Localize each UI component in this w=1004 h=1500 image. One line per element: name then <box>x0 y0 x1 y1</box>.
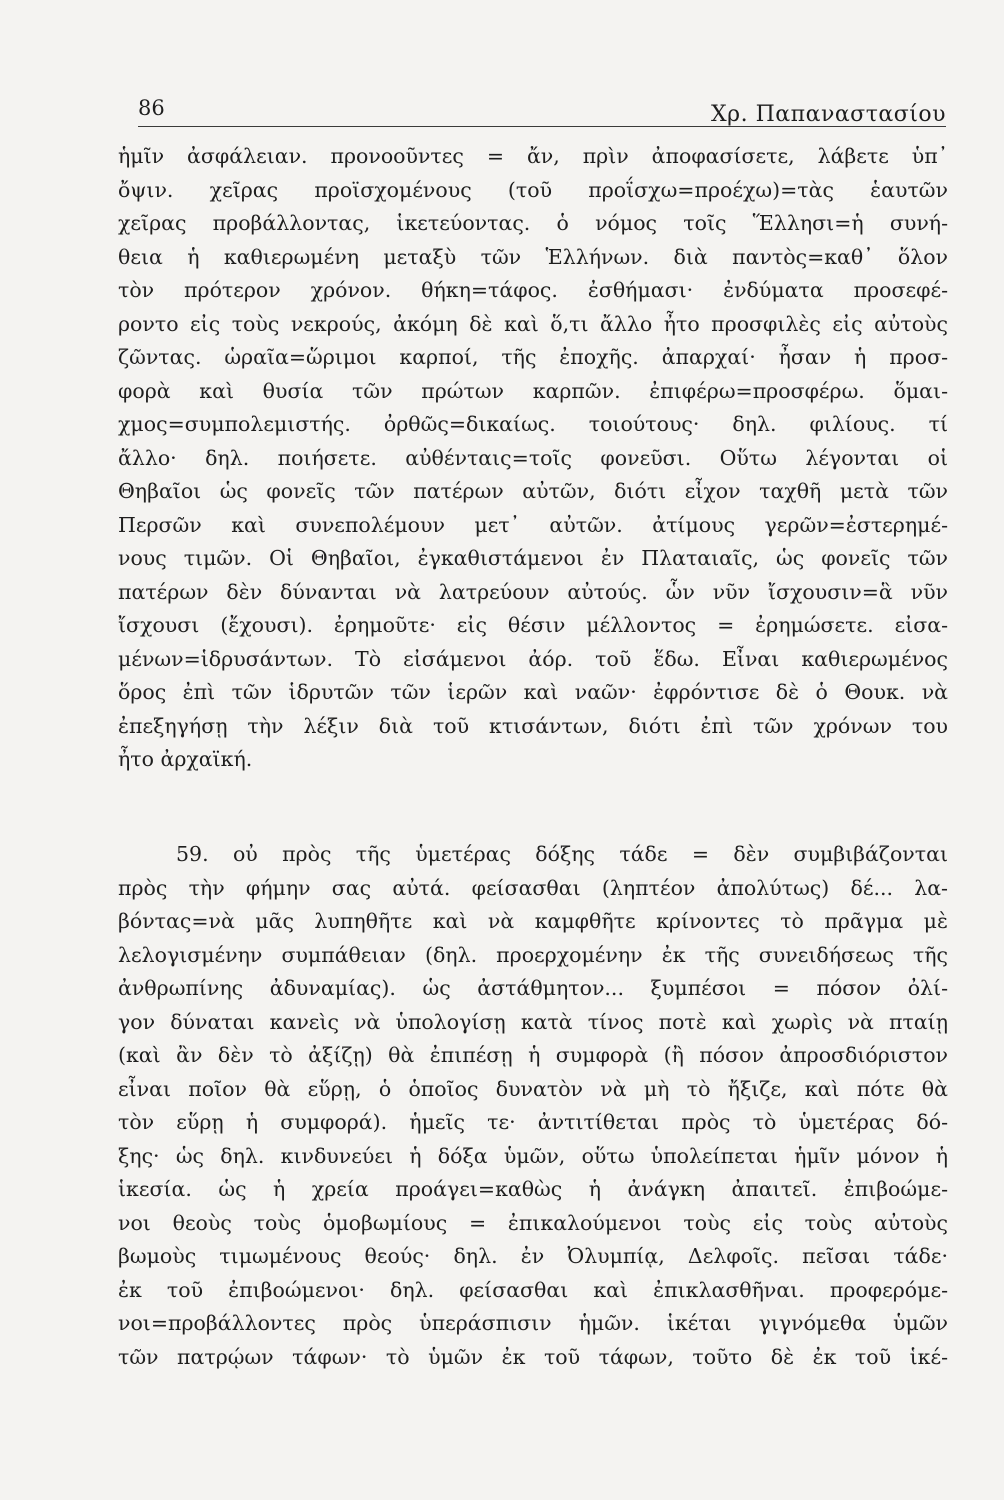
page-header <box>138 92 946 127</box>
text-line: βωμοὺς τιμωμένους θεούς· δηλ. ἐν Ὀλυμπίᾳ, Δελφοῖς. πεῖσαι τάδε· <box>118 1244 948 1268</box>
text-line: λελογισμένην συμπάθειαν (δηλ. προερχομένην ἐκ τῆς συνειδήσεως τῆς <box>118 942 948 967</box>
text-line: νους τιμῶν. Οἱ Θηβαῖοι, ἐγκαθιστάμενοι ἐν Πλαταιαῖς, ὡς φονεῖς τῶν <box>118 546 948 570</box>
text-line: πατέρων δὲν δύνανται νὰ λατρεύουν αὐτούς. ὧν νῦν ἴσχουσιν=ἃ νῦν <box>118 579 948 604</box>
text-line: ἐκ τοῦ ἐπιβοώμενοι· δηλ. φείσασθαι καὶ ἐπικλασθῆναι. προφερόμε- <box>118 1277 948 1302</box>
text-line: θεια ἡ καθιερωμένη μεταξὺ τῶν Ἑλλήνων. διὰ παντὸς=καθ᾽ ὅλον <box>118 244 948 269</box>
text-line: (καὶ ἂν δὲν τὸ ἀξίζῃ) θὰ ἐπιπέσῃ ἡ συμφορὰ (ἢ πόσον ἀπροσδιόριστον <box>118 1043 948 1067</box>
text-line: ἄλλο· δηλ. ποιήσετε. αὐθένταις=τοῖς φονεῦσι. Οὕτω λέγονται οἱ <box>118 445 948 470</box>
text-line: πρὸς τὴν φήμην σας αὐτά. φείσασθαι (ληπτέον ἀπολύτως) δέ... λα- <box>118 875 948 900</box>
text-line: μένων=ἱδρυσάντων. Τὸ εἰσάμενοι ἀόρ. τοῦ ἕδω. Εἶναι καθιερωμένος <box>118 646 948 671</box>
text-line: Περσῶν καὶ συνεπολέμουν μετ᾽ αὐτῶν. ἀτίμους γερῶν=ἐστερημέ- <box>118 512 948 537</box>
commentary-paragraph-2 <box>118 838 948 1374</box>
text-line: ὅρος ἐπὶ τῶν ἱδρυτῶν τῶν ἱερῶν καὶ ναῶν· ἐφρόντισε δὲ ὁ Θουκ. νὰ <box>118 680 948 704</box>
text-line: φορὰ καὶ θυσία τῶν πρώτων καρπῶν. ἐπιφέρω=προσφέρω. ὅμαι- <box>118 378 948 403</box>
text-line: ἡμῖν ἀσφάλειαν. προνοοῦντες = ἄν, πρὶν ἀποφασίσετε, λάβετε ὑπ᾽ <box>118 144 948 168</box>
text-line: γον δύναται κανεὶς νὰ ὑπολογίσῃ κατὰ τίνος ποτὲ καὶ χωρὶς νὰ πταίῃ <box>118 1009 948 1034</box>
text-line: χεῖρας προβάλλοντας, ἱκετεύοντας. ὁ νόμος τοῖς Ἕλλησι=ἡ συνή- <box>118 211 948 235</box>
text-line: Θηβαῖοι ὡς φονεῖς τῶν πατέρων αὐτῶν, διότι εἶχον ταχθῆ μετὰ τῶν <box>118 479 948 503</box>
text-line: ἦτο ἀρχαϊκή. <box>118 747 253 771</box>
text-line: ὄψιν. χεῖρας προϊσχομένους (τοῦ προΐσχω=προέχω)=τὰς ἑαυτῶν <box>118 177 948 202</box>
text-line: τῶν πατρῴων τάφων· τὸ ὑμῶν ἐκ τοῦ τάφων, τοῦτο δὲ ἐκ τοῦ ἱκέ- <box>118 1344 948 1369</box>
text-line: ἱκεσία. ὡς ἡ χρεία προάγει=καθὼς ἡ ἀνάγκη ἀπαιτεῖ. ἐπιβοώμε- <box>118 1177 948 1201</box>
text-line: νοι=προβάλλοντες πρὸς ὑπεράσπισιν ἡμῶν. ἱκέται γιγνόμεθα ὑμῶν <box>118 1311 948 1335</box>
text-line: νοι θεοὺς τοὺς ὁμοβωμίους = ἐπικαλούμενοι τοὺς εἰς τοὺς αὐτοὺς <box>118 1210 948 1235</box>
text-line: ξης· ὡς δηλ. κινδυνεύει ἡ δόξα ὑμῶν, οὕτω ὑπολείπεται ἡμῖν μόνον ἡ <box>118 1143 948 1168</box>
text-line: ἐπεξηγήσῃ τὴν λέξιν διὰ τοῦ κτισάντων, διότι ἐπὶ τῶν χρόνων του <box>118 713 948 738</box>
text-line: ροντο εἰς τοὺς νεκρούς, ἀκόμη δὲ καὶ ὅ,τι ἄλλο ἦτο προσφιλὲς εἰς αὐτοὺς <box>118 311 948 336</box>
text-line: βόντας=νὰ μᾶς λυπηθῆτε καὶ νὰ καμφθῆτε κρίνοντες τὸ πρᾶγμα μὲ <box>118 909 948 933</box>
text-line: ἀνθρωπίνης ἀδυναμίας). ὡς ἀστάθμητον... ξυμπέσοι = πόσον ὀλί- <box>118 976 948 1000</box>
text-line: 59. οὐ πρὸς τῆς ὑμετέρας δόξης τάδε = δὲν συμβιβάζονται <box>176 842 948 866</box>
text-line: τὸν εὕρῃ ἡ συμφορά). ἡμεῖς τε· ἀντιτίθεται πρὸς τὸ ὑμετέρας δό- <box>118 1110 948 1134</box>
commentary-paragraph-1 <box>118 140 948 777</box>
text-line: ζῶντας. ὡραῖα=ὥριμοι καρποί, τῆς ἐποχῆς. ἀπαρχαί· ἦσαν ἡ προσ- <box>118 345 948 369</box>
text-line: ἴσχουσι (ἔχουσι). ἐρημοῦτε· εἰς θέσιν μέλλοντος = ἐρημώσετε. εἰσα- <box>118 613 948 637</box>
text-line: εἶναι ποῖον θὰ εὕρῃ, ὁ ὁποῖος δυνατὸν νὰ μὴ τὸ ἤξιζε, καὶ πότε θὰ <box>118 1076 948 1101</box>
page-number: 86 <box>138 96 165 120</box>
text-line: τὸν πρότερον χρόνον. θήκη=τάφος. ἐσθήμασι· ἐνδύματα προσεφέ- <box>118 278 948 302</box>
text-line: χμος=συμπολεμιστής. ὀρθῶς=δικαίως. τοιούτους· δηλ. φιλίους. τί <box>118 412 948 436</box>
running-head: Χρ. Παπαναστασίου <box>711 102 946 127</box>
